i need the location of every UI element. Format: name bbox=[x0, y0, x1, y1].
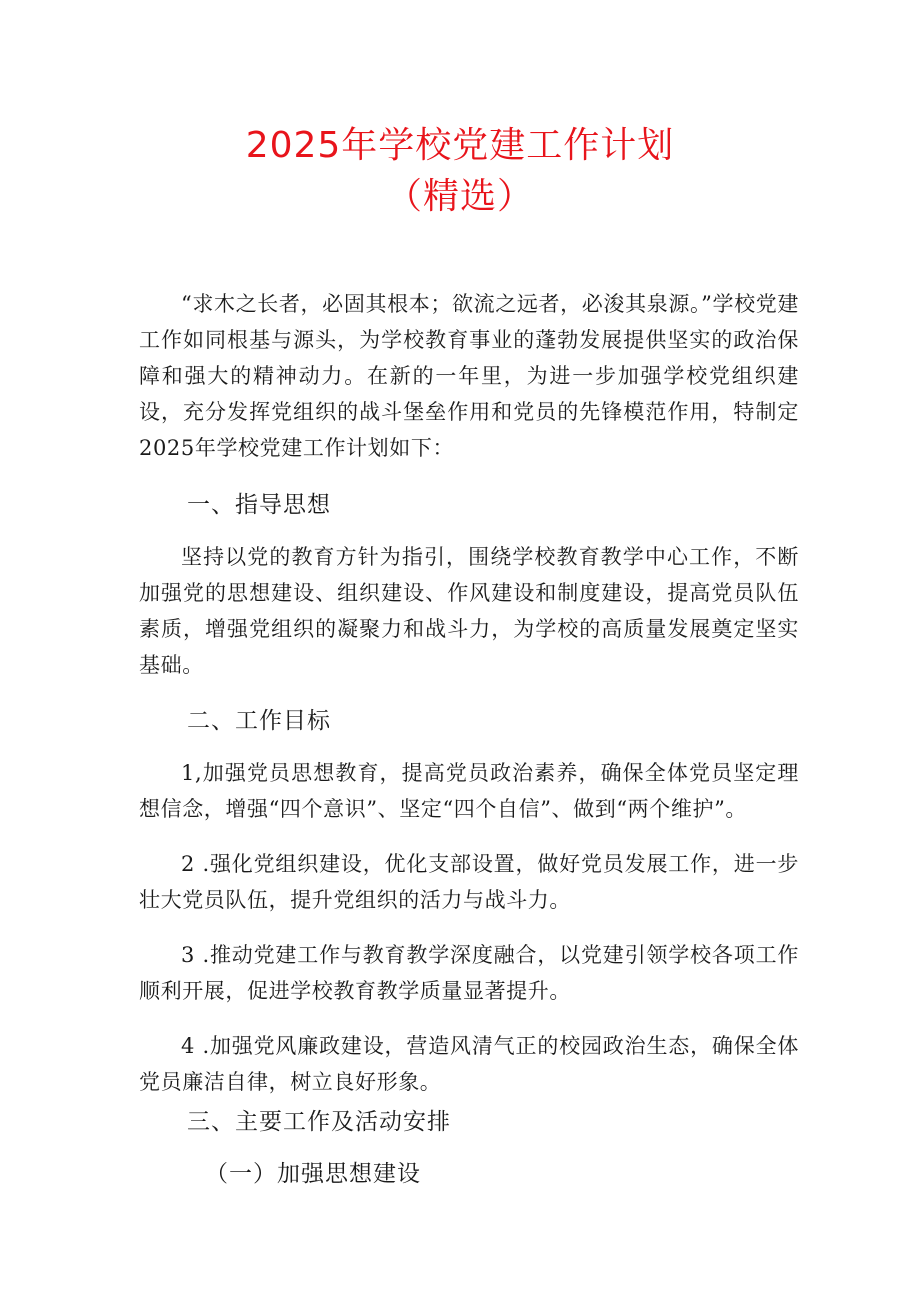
document-subtitle: （精选） bbox=[385, 176, 534, 217]
goal-item-2 bbox=[139, 846, 799, 918]
document-title: 2025年学校党建工作计划 bbox=[245, 125, 675, 166]
goal-item-4 bbox=[139, 1028, 799, 1100]
section1-paragraph bbox=[139, 539, 799, 683]
intro-paragraph bbox=[139, 286, 799, 466]
section-heading-work-goals: 二、工作目标 bbox=[187, 708, 331, 734]
goal-item-1 bbox=[139, 755, 799, 827]
section1-text: 坚持以党的教育方针为指引，围绕学校教育教学中心工作，不断加强党的思想建设、组织建设、作风建设和制度建设，提高党员队伍素质，增强党组织的凝聚力和战斗力，为学校的高质量发展奠定坚实基础。 bbox=[139, 545, 799, 677]
section-heading-main-work: 三、主要工作及活动安排 bbox=[187, 1109, 451, 1135]
goal-item-3 bbox=[139, 937, 799, 1009]
section-heading-guiding-ideology: 一、指导思想 bbox=[187, 492, 331, 518]
intro-text: “求木之长者，必固其根本；欲流之远者，必浚其泉源。”学校党建工作如同根基与源头，为学校教育事业的蓬勃发展提供坚实的政治保障和强大的精神动力。在新的一年里，为进一步加强学校党组织建设，充分发挥党组织的战斗堡垒作用和党员的先锋模范作用，特制定2025年学校党建工作计划如下： bbox=[139, 292, 799, 460]
goal-text-3: 3 .推动党建工作与教育教学深度融合，以党建引领学校各项工作顺利开展，促进学校教育教学质量显著提升。 bbox=[139, 943, 799, 1003]
goal-text-1: 1,加强党员思想教育，提高党员政治素养，确保全体党员坚定理想信念，增强“四个意识”、坚定“四个自信”、做到“两个维护”。 bbox=[139, 761, 799, 821]
goal-text-2: 2 .强化党组织建设，优化支部设置，做好党员发展工作，进一步壮大党员队伍，提升党组织的活力与战斗力。 bbox=[139, 852, 799, 912]
subsection-heading-ideological-building: （一）加强思想建设 bbox=[205, 1161, 421, 1187]
goal-text-4: 4 .加强党风廉政建设，营造风清气正的校园政治生态，确保全体党员廉洁自律，树立良好形象。 bbox=[139, 1034, 799, 1094]
